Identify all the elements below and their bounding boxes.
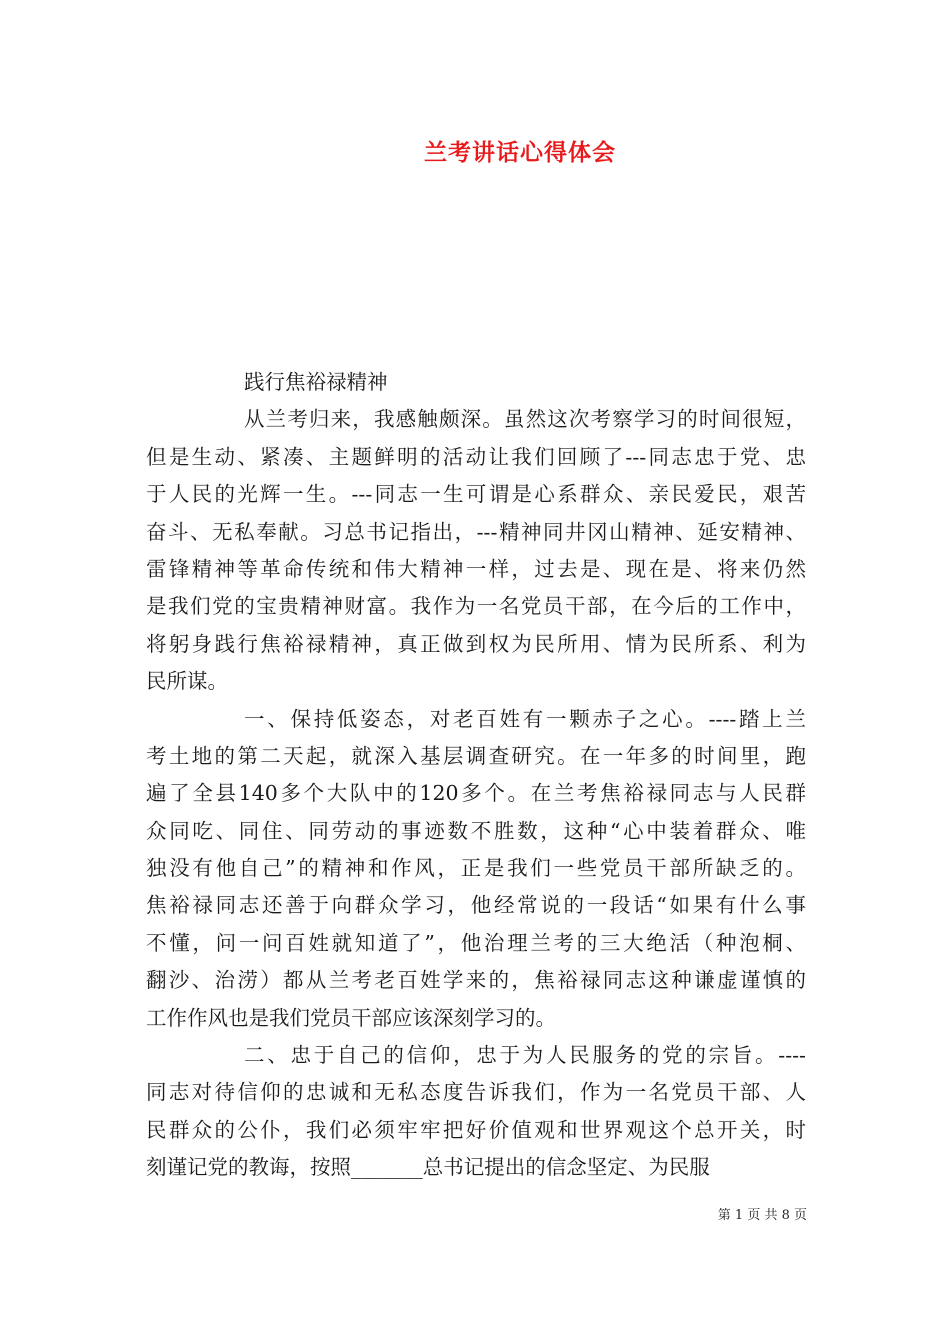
paragraph-line: 民所谋。 xyxy=(146,669,228,694)
document-body xyxy=(146,364,806,1187)
paragraph-line: 是我们党的宝贵精神财富。我作为一名党员干部，在今后的工作中， xyxy=(146,594,806,619)
paragraph-line: 独没有他自己”的精神和作风，正是我们一些党员干部所缺乏的。 xyxy=(146,856,806,881)
paragraph-line: 从兰考归来，我感触颇深。虽然这次考察学习的时间很短， xyxy=(244,407,806,432)
paragraph-line: 考土地的第二天起，就深入基层调查研究。在一年多的时间里，跑 xyxy=(146,743,806,768)
paragraph-line: 众同吃、同住、同劳动的事迹数不胜数，这种“心中装着群众、唯 xyxy=(146,818,806,843)
paragraph-line: 于人民的光辉一生。---同志一生可谓是心系群众、亲民爱民，艰苦 xyxy=(146,482,806,507)
paragraph-line: 民群众的公仆，我们必须牢牢把好价值观和世界观这个总开关，时 xyxy=(146,1117,806,1142)
paragraph-line: 不懂，问一问百姓就知道了”，他治理兰考的三大绝活（种泡桐、 xyxy=(146,930,806,955)
paragraph-line: 同志对待信仰的忠诚和无私态度告诉我们，作为一名党员干部、人 xyxy=(146,1080,806,1105)
paragraph-line: 一、保持低姿态，对老百姓有一颗赤子之心。----踏上兰 xyxy=(244,706,806,731)
paragraph-line: 奋斗、无私奉献。习总书记指出，---精神同井冈山精神、延安精神、 xyxy=(146,519,806,544)
paragraph-line: 焦裕禄同志还善于向群众学习，他经常说的一段话“如果有什么事 xyxy=(146,893,806,918)
paragraph-line: 遍了全县140多个大队中的120多个。在兰考焦裕禄同志与人民群 xyxy=(146,781,806,806)
paragraph-line: 二、忠于自己的信仰，忠于为人民服务的党的宗旨。---- xyxy=(244,1043,806,1068)
paragraph-line: 但是生动、紧凑、主题鲜明的活动让我们回顾了---同志忠于党、忠 xyxy=(146,444,806,469)
page-number: 第 1 页 共 8 页 xyxy=(717,1208,807,1223)
section-heading: 践行焦裕禄精神 xyxy=(244,370,388,394)
paragraph-line: 工作作风也是我们党员干部应该深刻学习的。 xyxy=(146,1005,556,1030)
paragraph-line: 翻沙、治涝）都从兰考老百姓学来的，焦裕禄同志这种谦虚谨慎的 xyxy=(146,968,806,993)
paragraph-line: 将躬身践行焦裕禄精神，真正做到权为民所用、情为民所系、利为 xyxy=(146,631,806,656)
paragraph-line: 刻谨记党的教诲，按照_______总书记提出的信念坚定、为民服 xyxy=(146,1155,710,1180)
document-title: 兰考讲话心得体会 xyxy=(424,139,616,166)
paragraph-line: 雷锋精神等革命传统和伟大精神一样，过去是、现在是、将来仍然 xyxy=(146,556,806,581)
